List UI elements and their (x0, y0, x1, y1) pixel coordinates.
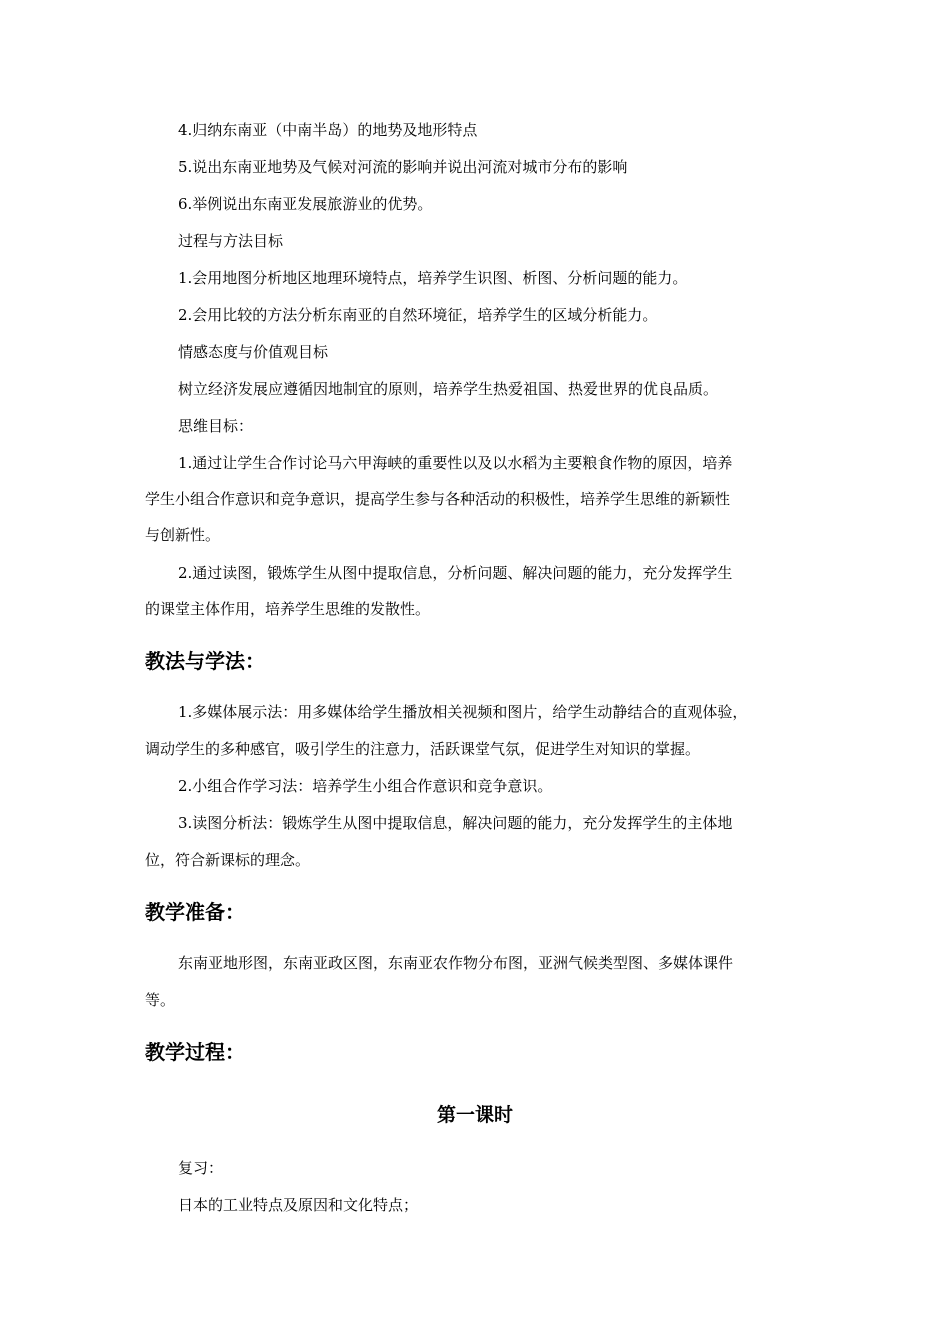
teaching-process-heading: 教学过程： (145, 1040, 245, 1064)
thinking-objective-1-line2: 学生小组合作意识和竞争意识，提高学生参与各种活动的积极性，培养学生思维的新颖性 (145, 490, 731, 508)
thinking-objective-1-line3: 与创新性。 (145, 526, 221, 544)
review-text: 日本的工业特点及原因和文化特点； (178, 1196, 419, 1214)
method-3-line1: 3.读图分析法：锻炼学生从图中提取信息，解决问题的能力，充分发挥学生的主体地 (178, 814, 733, 832)
method-3-line2: 位，符合新课标的理念。 (145, 851, 311, 869)
method-1-line2: 调动学生的多种感官，吸引学生的注意力，活跃课堂气氛，促进学生对知识的掌握。 (145, 740, 701, 758)
thinking-objective-title: 思维目标： (178, 417, 254, 435)
thinking-objective-2-line1: 2.通过读图，锻炼学生从图中提取信息，分析问题、解决问题的能力，充分发挥学生 (178, 564, 733, 582)
process-objective-1: 1.会用地图分析地区地理环境特点，培养学生识图、析图、分析问题的能力。 (178, 269, 688, 287)
preparation-line1: 东南亚地形图，东南亚政区图，东南亚农作物分布图，亚洲气候类型图、多媒体课件 (178, 954, 734, 972)
preparation-line2: 等。 (145, 991, 176, 1009)
process-objective-2: 2.会用比较的方法分析东南亚的自然环境征，培养学生的区域分析能力。 (178, 306, 658, 324)
process-objective-title: 过程与方法目标 (178, 232, 284, 250)
lesson-title: 第一课时 (436, 1104, 513, 1126)
method-1-line1: 1.多媒体展示法：用多媒体给学生播放相关视频和图片，给学生动静结合的直观体验， (178, 703, 748, 721)
emotion-objective-title: 情感态度与价值观目标 (178, 343, 329, 361)
method-2: 2.小组合作学习法：培养学生小组合作意识和竞争意识。 (178, 777, 553, 795)
objective-k5: 5.说出东南亚地势及气候对河流的影响并说出河流对城市分布的影响 (178, 158, 628, 176)
preparation-heading: 教学准备： (145, 900, 245, 924)
thinking-objective-1-line1: 1.通过让学生合作讨论马六甲海峡的重要性以及以水稻为主要粮食作物的原因，培养 (178, 454, 733, 472)
objective-k4: 4.归纳东南亚（中南半岛）的地势及地形特点 (178, 121, 478, 139)
objective-k6: 6.举例说出东南亚发展旅游业的优势。 (178, 195, 433, 213)
methods-heading: 教法与学法： (145, 649, 265, 673)
emotion-objective-text: 树立经济发展应遵循因地制宜的原则，培养学生热爱祖国、热爱世界的优良品质。 (178, 380, 719, 398)
thinking-objective-2-line2: 的课堂主体作用，培养学生思维的发散性。 (145, 600, 431, 618)
review-label: 复习： (178, 1159, 224, 1177)
